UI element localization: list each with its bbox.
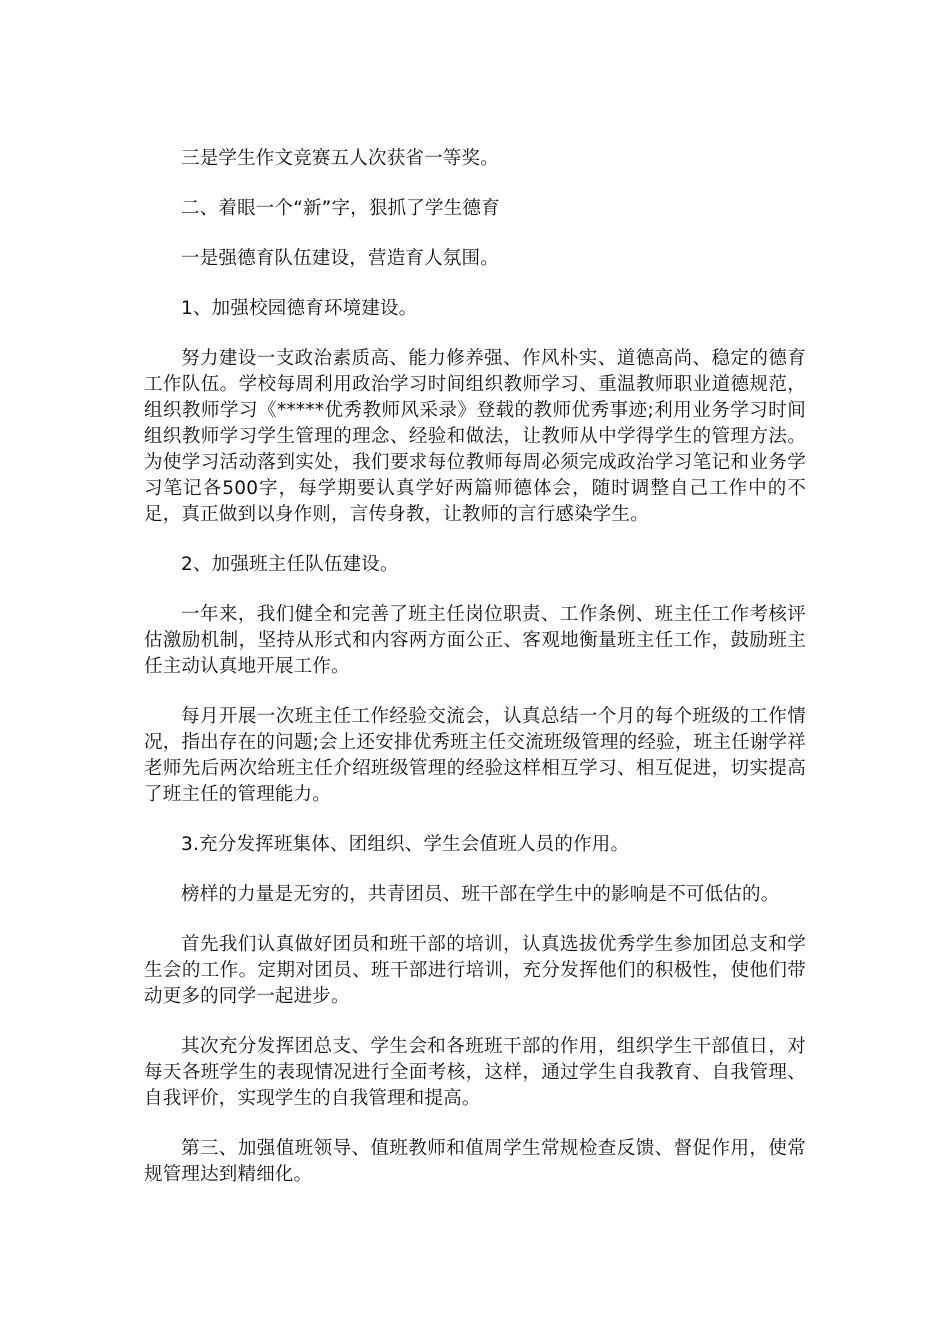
item-heading-student-organizations: 3.充分发挥班集体、团组织、学生会值班人员的作用。: [181, 834, 630, 855]
item-heading-class-teacher-team: 2、加强班主任队伍建设。: [181, 554, 399, 575]
section-heading-moral-education: 二、着眼一个“新”字，狠抓了学生德育: [181, 198, 500, 219]
paragraph-experience-exchange: 每月开展一次班主任工作经验交流会，认真总结一个月的每个班级的工作情况，指出存在的问题;会上还安排优秀班主任交流班级管理的经验，班主任谢学祥老师先后两次给班主任介绍班级管理的经验这样相互学习、相互促进，切实提高了班主任的管理能力。: [144, 706, 806, 805]
paragraph-duty-inspection: 第三、加强值班领导、值班教师和值周学生常规检查反馈、督促作用，使常规管理达到精细化。: [144, 1138, 806, 1185]
paragraph-role-models: 榜样的力量是无穷的，共青团员、班干部在学生中的影响是不可低估的。: [181, 884, 780, 905]
paragraph-student-cadres: 其次充分发挥团总支、学生会和各班班干部的作用，组织学生干部值日，对每天各班学生的表现情况进行全面考核，这样，通过学生自我教育、自我管理、自我评价，实现学生的自我管理和提高。: [144, 1036, 806, 1109]
paragraph-training: 首先我们认真做好团员和班干部的培训，认真选拔优秀学生参加团总支和学生会的工作。定期对团员、班干部进行培训，充分发挥他们的积极性，使他们带动更多的同学一起进步。: [144, 934, 806, 1007]
subheading-team-building: 一是强德育队伍建设，营造育人氛围。: [181, 248, 499, 269]
document-body: [144, 146, 806, 1212]
paragraph-class-teacher-system: 一年来，我们健全和完善了班主任岗位职责、工作条例、班主任工作考核评估激励机制，坚持从形式和内容两方面公正、客观地衡量班主任工作，鼓励班主任主动认真地开展工作。: [144, 604, 806, 677]
paragraph-teacher-team: 努力建设一支政治素质高、能力修养强、作风朴实、道德高尚、稳定的德育工作队伍。学校每周利用政治学习时间组织教师学习、重温教师职业道德规范，组织教师学习《*****优秀教师风采录》登载的教师优秀事迹;利用业务学习时间组织教师学习学生管理的理念、经验和做法，让教师从中学得学生的管理方法。为使学习活动落到实处，我们要求每位教师每周必须完成政治学习笔记和业务学习笔记各500字，每学期要认真学好两篇师德体会，随时调整自己工作中的不足，真正做到以身作则，言传身教，让教师的言行感染学生。: [144, 348, 806, 525]
paragraph-essay-award: 三是学生作文竞赛五人次获省一等奖。: [181, 148, 499, 169]
item-heading-campus-environment: 1、加强校园德育环境建设。: [181, 298, 418, 319]
